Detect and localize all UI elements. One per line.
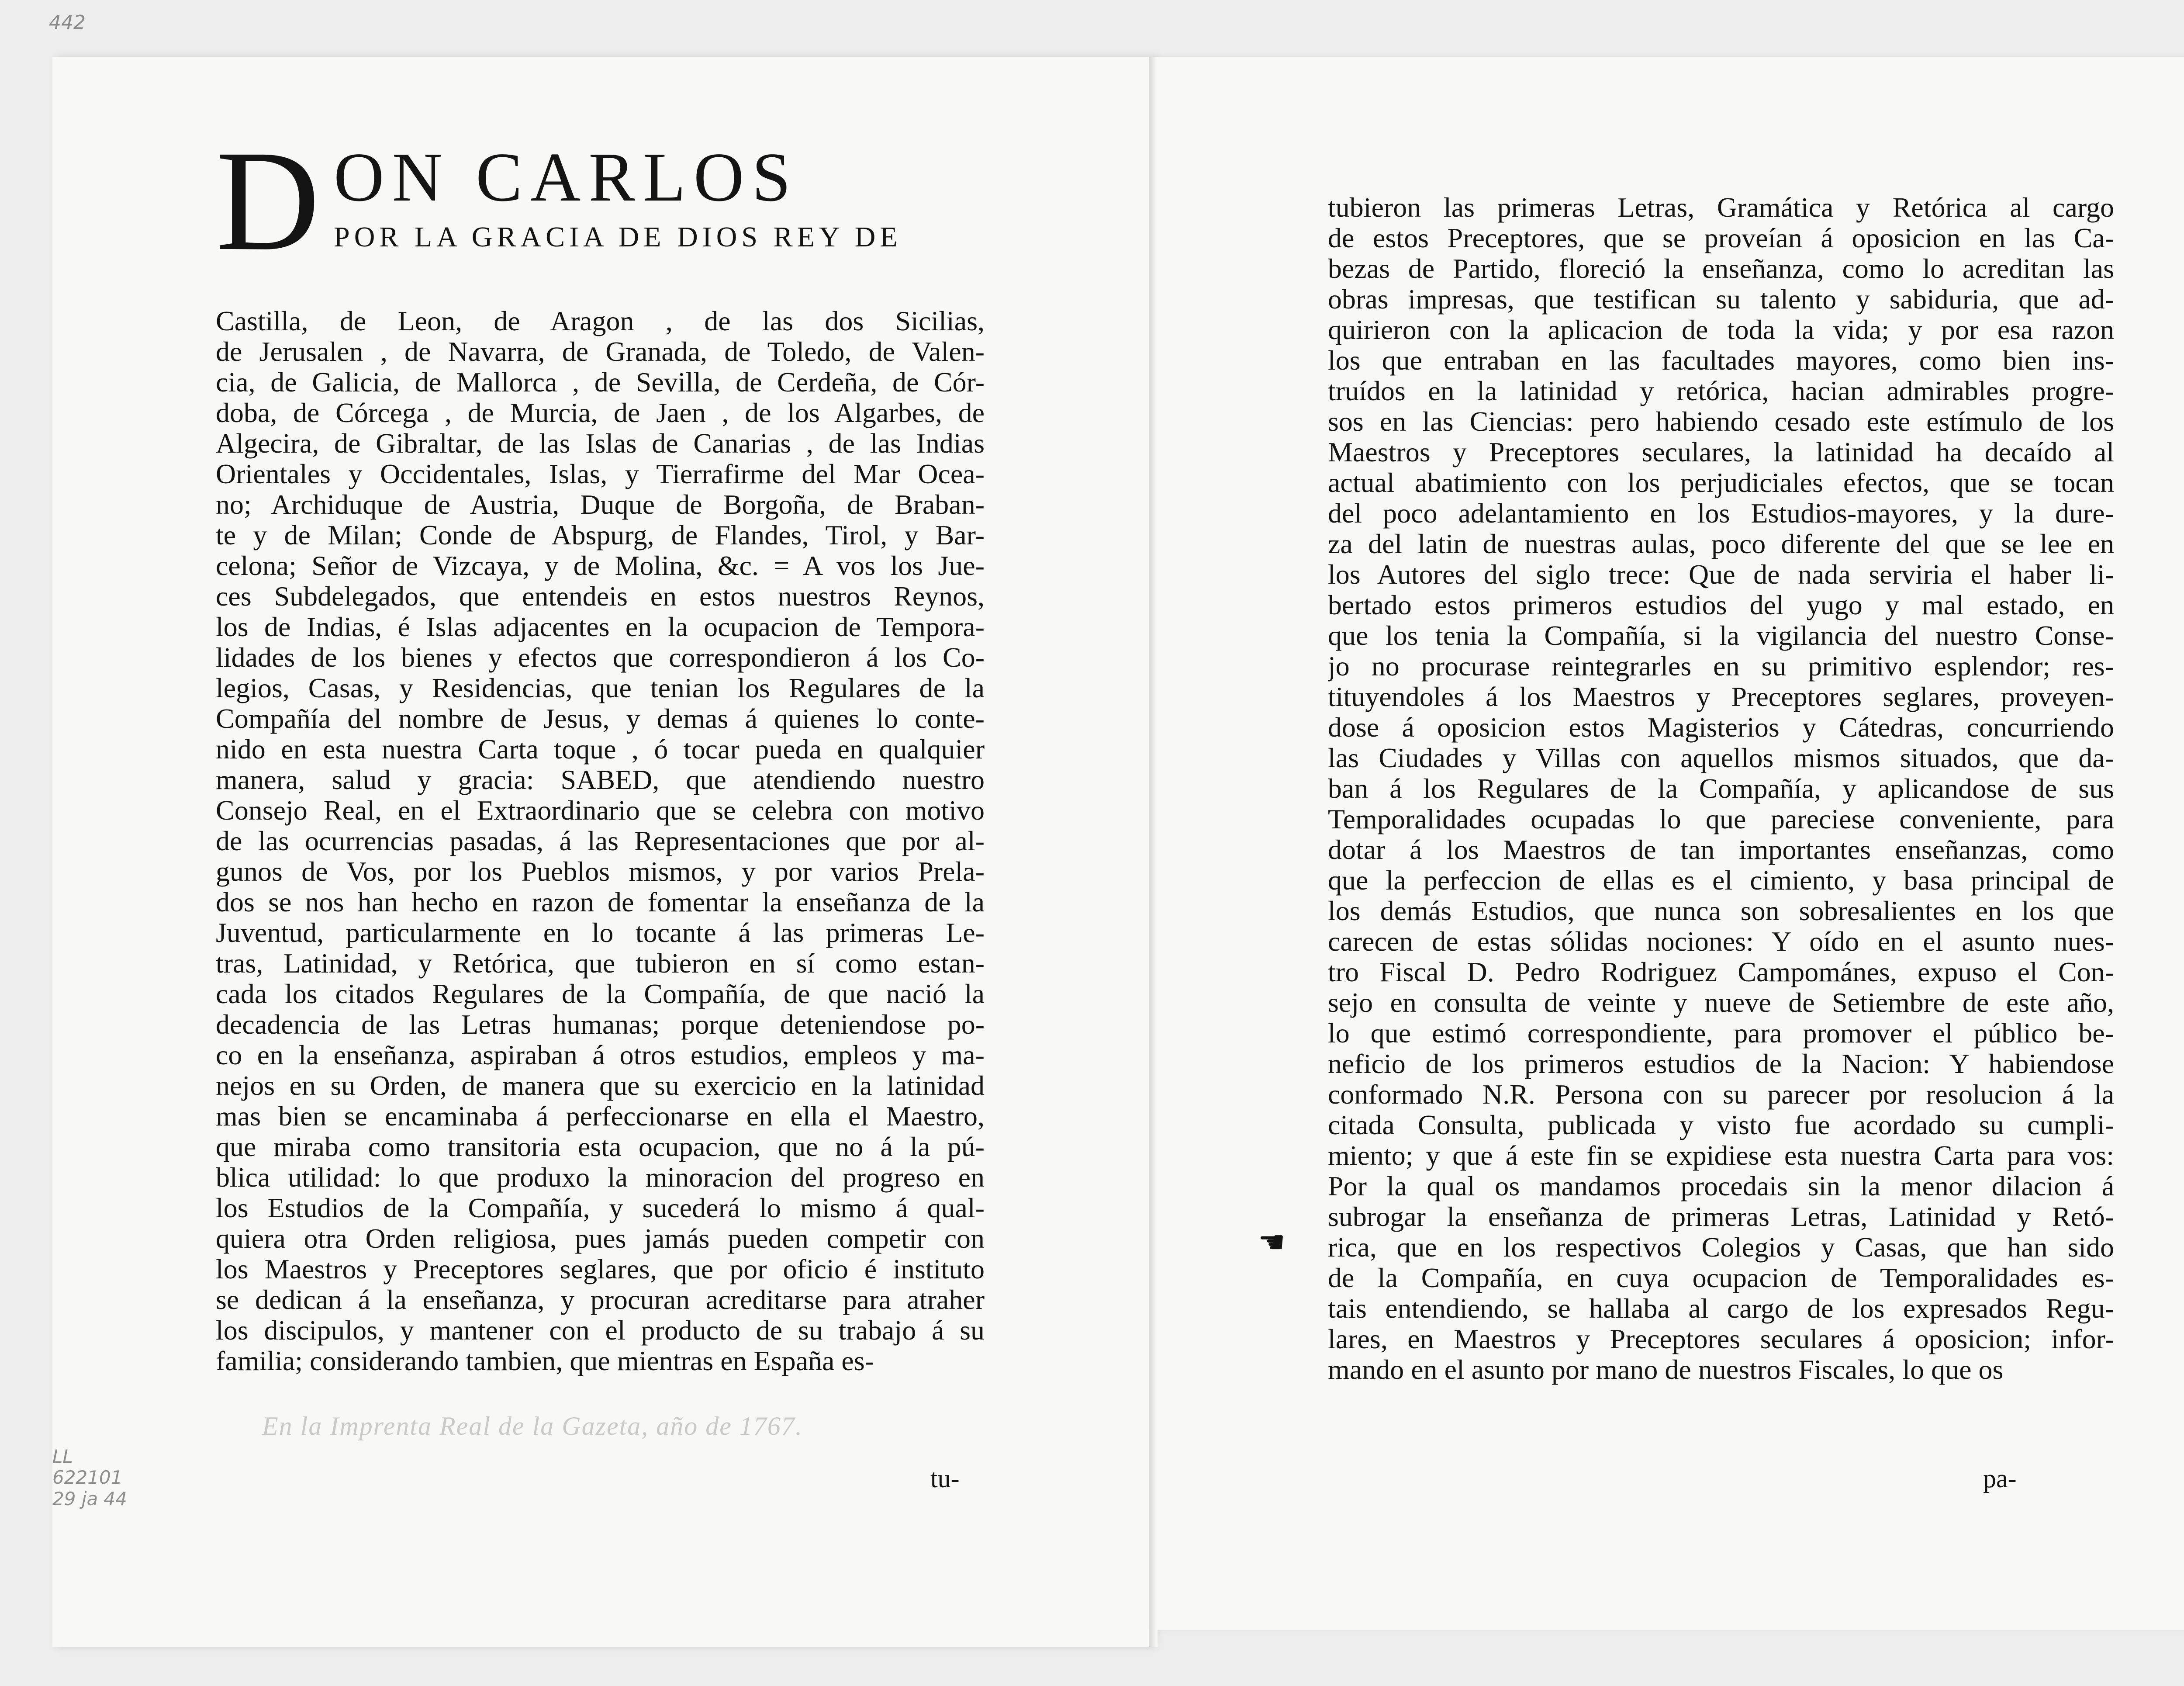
catchword-right: pa- <box>1983 1464 2017 1493</box>
text-line: bertado estos primeros estudios del yugo y mal estado, en <box>1328 590 2114 620</box>
text-line: tras, Latinidad, y Retórica, que tubieron en sí como estan- <box>216 948 985 979</box>
text-line: neficio de los primeros estudios de la Nacion: Y habiendose <box>1328 1049 2114 1079</box>
text-line: los Maestros y Preceptores seglares, que por oficio é instituto <box>216 1254 985 1284</box>
text-line: sos en las Ciencias: pero habiendo cesado este estímulo de los <box>1328 406 2114 437</box>
text-line: de estos Preceptores, que se proveían á oposicion en las Ca- <box>1328 223 2114 253</box>
text-line: nido en esta nuestra Carta toque , ó tocar pueda en qualquier <box>216 734 985 765</box>
call-number-line: 29 ja 44 <box>52 1488 127 1509</box>
text-line: Maestros y Preceptores seculares, la latinidad ha decaído al <box>1328 437 2114 467</box>
text-line: Castilla, de Leon, de Aragon , de las dos Sicilias, <box>216 306 985 336</box>
text-line: bezas de Partido, floreció la enseñanza, como lo acreditan las <box>1328 253 2114 284</box>
text-line: dose á oposicion estos Magisterios y Cátedras, concurriendo <box>1328 712 2114 743</box>
text-line: rica, que en los respectivos Colegios y Casas, que han sido <box>1328 1232 2114 1263</box>
text-line: decadencia de las Letras humanas; porque deteniendose po- <box>216 1009 985 1040</box>
text-line: Algecira, de Gibraltar, de las Islas de Canarias , de las Indias <box>216 428 985 459</box>
pointing-hand-icon: ☚ <box>1258 1226 1286 1260</box>
text-line: los discipulos, y mantener con el producto de su trabajo á su <box>216 1315 985 1346</box>
folio-number-left: 442 <box>49 11 86 34</box>
text-line: las Ciudades y Villas con aquellos mismos situados, que da- <box>1328 743 2114 773</box>
text-line: celona; Señor de Vizcaya, y de Molina, &c. = A vos los Jue- <box>216 550 985 581</box>
text-line: sejo en consulta de veinte y nueve de Setiembre de este año, <box>1328 987 2114 1018</box>
text-line: de la Compañía, en cuya ocupacion de Temporalidades es- <box>1328 1263 2114 1293</box>
left-text-column <box>216 306 985 1376</box>
text-line: no; Archiduque de Austria, Duque de Borgoña, de Braban- <box>216 489 985 520</box>
archive-call-number <box>52 1446 127 1509</box>
text-line: quirieron con la aplicacion de toda la vida; y por esa razon <box>1328 315 2114 345</box>
text-line: del poco adelantamiento en los Estudios-mayores, y la dure- <box>1328 498 2114 529</box>
text-line: Orientales y Occidentales, Islas, y Tierrafirme del Mar Ocea- <box>216 459 985 489</box>
catchword-left: tu- <box>930 1464 960 1493</box>
text-line: los de Indias, é Islas adjacentes en la ocupacion de Tempora- <box>216 612 985 642</box>
text-line: los Autores del siglo trece: Que de nada serviria el haber li- <box>1328 559 2114 590</box>
text-line: se dedican á la enseñanza, y procuran acreditarse para atraher <box>216 1284 985 1315</box>
text-line: lidades de los bienes y efectos que correspondieron á los Co- <box>216 642 985 673</box>
text-line: tais entendiendo, se hallaba al cargo de los expresados Regu- <box>1328 1293 2114 1324</box>
text-line: manera, salud y gracia: SABED, que atendiendo nuestro <box>216 765 985 795</box>
text-line: quiera otra Orden religiosa, pues jamás pueden competir con <box>216 1223 985 1254</box>
text-line: Juventud, particularmente en lo tocante á las primeras Le- <box>216 917 985 948</box>
text-line: Consejo Real, en el Extraordinario que se celebra con motivo <box>216 795 985 826</box>
text-line: que los tenia la Compañía, si la vigilancia del nuestro Conse- <box>1328 620 2114 651</box>
text-line: za del latin de nuestras aulas, poco diferente del que se lee en <box>1328 529 2114 559</box>
text-line: tubieron las primeras Letras, Gramática y Retórica al cargo <box>1328 192 2114 223</box>
text-line: obras impresas, que testifican su talento y sabiduria, que ad- <box>1328 284 2114 315</box>
text-line: de las ocurrencias pasadas, á las Representaciones que por al- <box>216 826 985 856</box>
text-line: miento; y que á este fin se expidiese esta nuestra Carta para vos: <box>1328 1140 2114 1171</box>
text-line: los que entraban en las facultades mayores, como bien ins- <box>1328 345 2114 376</box>
text-line: Temporalidades ocupadas lo que pareciese conveniente, para <box>1328 804 2114 834</box>
text-line: cia, de Galicia, de Mallorca , de Sevilla, de Cerdeña, de Cór- <box>216 367 985 398</box>
text-line: los demás Estudios, que nunca son sobresalientes en los que <box>1328 896 2114 926</box>
text-line: ces Subdelegados, que entendeis en estos nuestros Reynos, <box>216 581 985 612</box>
text-line: actual abatimiento con los perjudiciales efectos, que se tocan <box>1328 467 2114 498</box>
text-line: dotar á los Maestros de tan importantes enseñanzas, como <box>1328 834 2114 865</box>
text-line: nejos en su Orden, de manera que su exercicio en la latinidad <box>216 1070 985 1101</box>
text-line: cada los citados Regulares de la Compañía, de que nació la <box>216 979 985 1009</box>
text-line: blica utilidad: lo que produxo la minoracion del progreso en <box>216 1162 985 1193</box>
text-line: te y de Milan; Conde de Abspurg, de Flandes, Tirol, y Bar- <box>216 520 985 550</box>
text-line: gunos de Vos, por los Pueblos mismos, y por varios Prela- <box>216 856 985 887</box>
text-line: que miraba como transitoria esta ocupacion, que no á la pú- <box>216 1132 985 1162</box>
text-line: co en la enseñanza, aspiraban á otros estudios, empleos y ma- <box>216 1040 985 1070</box>
text-line: citada Consulta, publicada y visto fue acordado su cumpli- <box>1328 1110 2114 1140</box>
text-line: que la perfeccion de ellas es el cimiento, y basa principal de <box>1328 865 2114 896</box>
text-line: conformado N.R. Persona con su parecer por resolucion á la <box>1328 1079 2114 1110</box>
text-line: los Estudios de la Compañía, y sucederá lo mismo á qual- <box>216 1193 985 1223</box>
text-line: carecen de estas sólidas nociones: Y oído en el asunto nues- <box>1328 926 2114 957</box>
text-line: legios, Casas, y Residencias, que tenian los Regulares de la <box>216 673 985 703</box>
text-line: ban á los Regulares de la Compañía, y aplicandose de sus <box>1328 773 2114 804</box>
text-line: jo no procurase reintegrarles en su primitivo esplendor; res- <box>1328 651 2114 682</box>
call-number-line: LL <box>52 1446 73 1467</box>
page-title: ON CARLOS <box>334 138 799 216</box>
text-line: lo que estimó correspondiente, para promover el público be- <box>1328 1018 2114 1049</box>
text-line: Compañía del nombre de Jesus, y demas á quienes lo conte- <box>216 703 985 734</box>
text-line: mando en el asunto por mano de nuestros Fiscales, lo que os <box>1328 1354 2004 1385</box>
right-text-column <box>1328 192 2114 1385</box>
text-line: mas bien se encaminaba á perfeccionarse en ella el Maestro, <box>216 1101 985 1132</box>
text-line: familia; considerando tambien, que mientras en España es- <box>216 1346 874 1376</box>
bleed-through-text: En la Imprenta Real de la Gazeta, año de 1767. <box>262 1412 803 1440</box>
title-subtitle: POR LA GRACIA DE DIOS REY DE <box>334 221 902 253</box>
call-number-line: 622101 <box>52 1467 123 1489</box>
text-line: tituyendoles á los Maestros y Preceptores seglares, proveyen- <box>1328 682 2114 712</box>
text-line: subrogar la enseñanza de primeras Letras, Latinidad y Retó- <box>1328 1201 2114 1232</box>
text-line: truídos en la latinidad y retórica, hacian admirables progre- <box>1328 376 2114 406</box>
text-line: doba, de Córcega , de Murcia, de Jaen , de los Algarbes, de <box>216 398 985 428</box>
text-line: Por la qual os mandamos procedais sin la menor dilacion á <box>1328 1171 2114 1201</box>
text-line: tro Fiscal D. Pedro Rodriguez Campománes, expuso el Con- <box>1328 957 2114 987</box>
book-gutter <box>1149 57 1158 1647</box>
text-line: lares, en Maestros y Preceptores seculares á oposicion; infor- <box>1328 1324 2114 1354</box>
text-line: dos se nos han hecho en razon de fomentar la enseñanza de la <box>216 887 985 917</box>
text-line: de Jerusalen , de Navarra, de Granada, de Toledo, de Valen- <box>216 336 985 367</box>
drop-cap: D <box>216 121 320 280</box>
